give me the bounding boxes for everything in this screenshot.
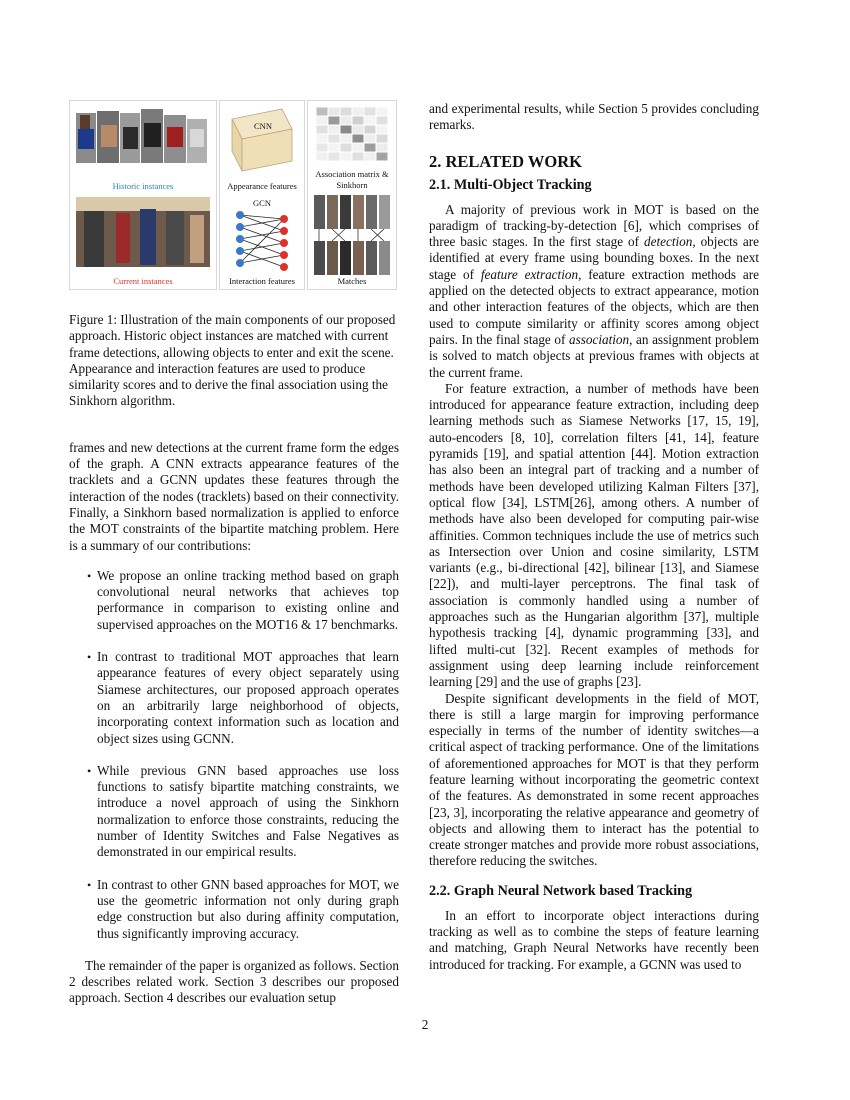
cnn-label: CNN: [254, 121, 272, 131]
section-title: 2. RELATED WORK: [429, 151, 582, 171]
appearance-features-label: Appearance features: [227, 181, 297, 191]
matches-label: Matches: [337, 276, 367, 286]
bullet-icon: •: [87, 877, 92, 892]
association-illustration: [308, 101, 396, 289]
contribution-item: • While previous GNN based approaches use loss functions to satisfy bipartite matching constraints, we introduce a novel approach of using the Sinkhorn normalization to enforce those constraints, reducing the number of Identity Switches and False Negatives as demonstrated in our empirical results.: [87, 762, 399, 860]
left-paragraph-1: frames and new detections at the current frame form the edges of the graph. A CNN extracts appearance features of the tracklets and a GCNN updates these features through the interaction of the nodes (tracklets) based on their connectivity. Finally, a Sinkhorn based normalization is applied to enforce the MOT constraints of the bipartite matching problem. Here is a summary of our contributions:: [69, 439, 399, 553]
bullet-icon: •: [87, 763, 92, 778]
gnn-paragraph-1: In an effort to incorporate object interactions during tracking as well as to combine the steps of feature learning and matching, Graph Neural Networks have recently been introduced for tracking. For example, a GCNN was used to: [429, 907, 759, 972]
mot-paragraph-3: Despite significant developments in the field of MOT, there is still a large margin for improving performance especially in terms of the number of identity switches—a critical aspect of tracking performance. One of the limitations of aforementioned approaches for MOT is that they perform feature learning without incorporating the geometric context of the features. As demonstrated in some recent approaches [23, 3], incorporating the relative appearance and geometry of objects and allowing them to interact has the potential to create stronger matches and provide more robust associations, therefore reducing the switches.: [429, 690, 759, 869]
figure-1-caption: Figure 1: Illustration of the main components of our proposed approach. Historic object instances are matched with current frame detections, allowing objects to enter and exit the scene. Appearance and interaction features are used to produce similarity scores and to derive the final association using the Sinkhorn algorithm.: [69, 312, 396, 409]
subsection-title-mot: 2.1. Multi-Object Tracking: [429, 176, 592, 193]
left-paragraph-2: The remainder of the paper is organized as follows. Section 2 describes related work. Section 3 describes our proposed approach. Section 4 describes our evaluation setup: [69, 957, 399, 1006]
figure-panel-instances: [69, 100, 217, 290]
instances-illustration: [70, 101, 216, 289]
left-column: [69, 100, 399, 1007]
contribution-item: • In contrast to traditional MOT approaches that learn appearance features of every object separately using Siamese architectures, our proposed approach operates on an arbitrarily large neighborhood of objects, incorporating context information such as location and object sizes using GCNN.: [87, 649, 399, 746]
figure-panel-features: [219, 100, 305, 290]
contribution-item: • We propose an online tracking method based on graph convolutional neural networks that achieves top performance in comparison to existing online and supervised approaches on the MOT16 & 17 benchmarks.: [87, 567, 399, 632]
bullet-icon: •: [87, 568, 92, 583]
sinkhorn-label: Sinkhorn: [336, 180, 368, 190]
association-matrix-label: Association matrix &: [315, 169, 389, 179]
current-instances-label: Current instances: [113, 276, 173, 286]
interaction-features-label: Interaction features: [229, 276, 295, 286]
mot-paragraph-2: For feature extraction, a number of methods have been introduced for appearance feature extraction, including deep learning methods such as Siamese Networks [17, 15, 19], auto-encoders [8, 10], correlation filters [41, 14], feature pyramids [19], and spatial attention [44]. Motion extraction has also been an integral part of tracking and a number of methods have been developed utilizing Kalman Filters [37], optical flow [34], LSTM[26], among others. A number of methods have also been developed for computing pair-wise affinities. Common techniques include the use of metrics such as Intersection over Union and cosine similarity, LSTM variants (e.g., bi-directional [42], bilinear [13], and Siamese [22]), and multi-layer perceptrons. The final task of association is commonly handled using a number of approaches such as the Hungarian algorithm [37], multiple hypothesis tracking [4], dynamic programming [33], and lifted multi-cut [32]. Recent examples of methods for assignment using deep learning include reinforcement learning [29] and the use of graphs [23].: [429, 380, 759, 690]
subsection-title-gnn: 2.2. Graph Neural Network based Tracking: [429, 882, 693, 899]
figure-1: [69, 100, 395, 290]
right-column: [429, 101, 759, 973]
page-number: 2: [421, 1017, 429, 1032]
gcn-label: GCN: [253, 198, 271, 208]
contributions-list: [69, 568, 399, 942]
bullet-icon: •: [87, 650, 92, 665]
historic-instances-label: Historic instances: [112, 181, 174, 191]
figure-panel-association: [307, 100, 397, 290]
right-paragraph-0: and experimental results, while Section 5 provides concluding remarks.: [429, 101, 759, 133]
contribution-item: • In contrast to other GNN based approaches for MOT, we use the geometric information not only during graph edge construction but also during affinity computation, thus significantly improving accuracy.: [87, 876, 399, 941]
mot-paragraph-1: A majority of previous work in MOT is based on the paradigm of tracking-by-detection [6], which comprises of three basic stages. In the first stage of detection, objects are identified at every frame using bounding boxes. In the next stage of feature extraction, feature extraction methods are applied on the detected objects to extract appearance, motion and other interaction features of the objects, which are then used to compute similarity or affinity scores among object pairs. In the final stage of association, an assignment problem is solved to match objects at previous frames with objects at the current frame.: [429, 201, 759, 380]
